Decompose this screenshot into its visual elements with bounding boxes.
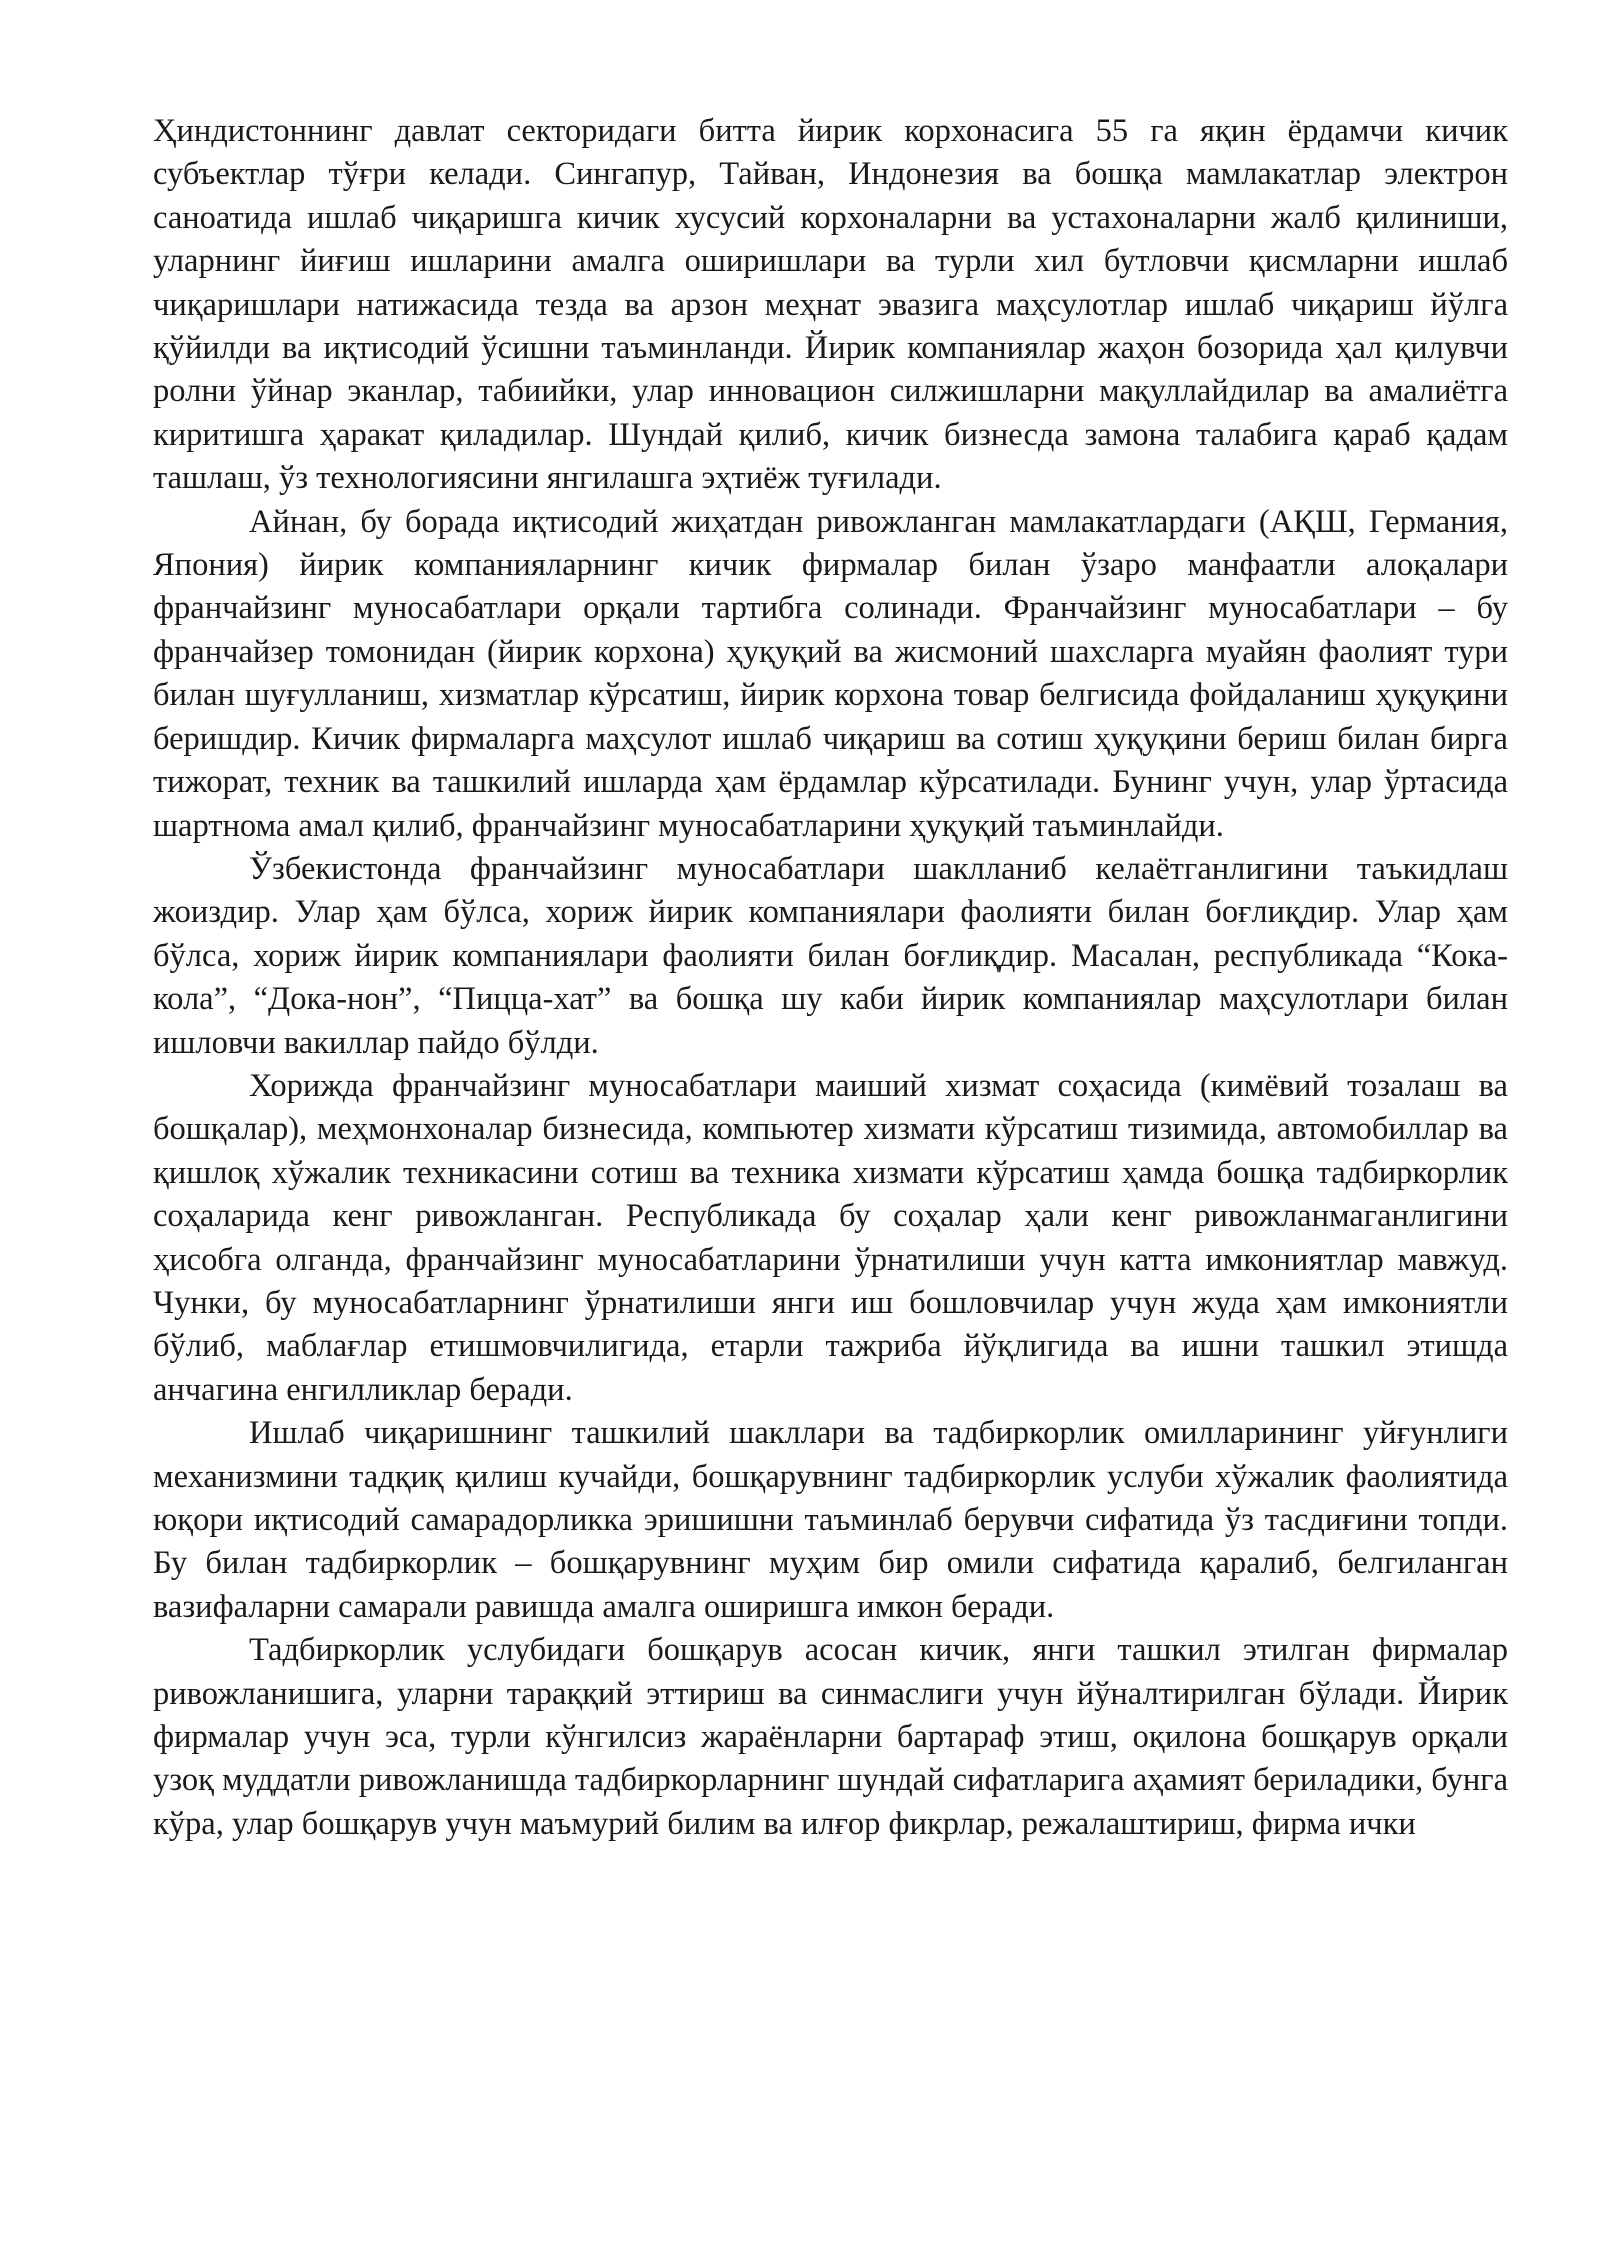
paragraph-5: Ишлаб чиқаришнинг ташкилий шакллари ва тадбиркорлик омилларининг уйғунлиги механизмини тадқиқ қилиш кучайди, бошқарувнинг тадбиркорлик услуби хўжалик фаолиятида юқори иқтисодий самарадорликка эришишни таъминлаб берувчи сифатида ўз тасдиғини топди. Бу билан тадбиркорлик – бошқарувнинг муҳим бир омили сифатида қаралиб, белгиланган вазифаларни самарали равишда амалга оширишга имкон беради. bbox=[153, 1415, 1508, 1625]
paragraph-3: Ўзбекистонда франчайзинг муносабатлари шаклланиб келаётганлигини таъкидлаш жоиздир. Улар ҳам бўлса, хориж йирик компаниялари фаолияти билан боғлиқдир. Улар ҳам бўлса, хориж йирик компаниялари фаолияти билан боғлиқдир. Масалан, республикада “Кока-кола”, “Дока-нон”, “Пицца-хат” ва бошқа шу каби йирик компаниялар маҳсулотлари билан ишловчи вакиллар пайдо бўлди. bbox=[153, 850, 1508, 1061]
document-page bbox=[153, 110, 1508, 1846]
paragraph-4: Хорижда франчайзинг муносабатлари маиший хизмат соҳасида (кимёвий тозалаш ва бошқалар), меҳмонхоналар бизнесида, компьютер хизмати кўрсатиш тизимида, автомобиллар ва қишлоқ хўжалик техникасини сотиш ва техника хизмати кўрсатиш ҳамда бошқа тадбиркорлик соҳаларида кенг ривожланган. Республикада бу соҳалар ҳали кенг ривожланмаганлигини ҳисобга олганда, франчайзинг муносабатларини ўрнатилиши учун катта имкониятлар мавжуд. Чунки, бу муносабатларнинг ўрнатилиши янги иш бошловчилар учун жуда ҳам имкониятли бўлиб, маблағлар етишмовчилигида, етарли тажриба йўқлигида ва ишни ташкил этишда анчагина енгилликлар беради. bbox=[153, 1067, 1508, 1408]
paragraph-2: Айнан, бу борада иқтисодий жиҳатдан ривожланган мамлакатлардаги (АҚШ, Германия, Япония) йирик компанияларнинг кичик фирмалар билан ўзаро манфаатли алоқалари франчайзинг муносабатлари орқали тартибга солинади. Франчайзинг муносабатлари – бу франчайзер томонидан (йирик корхона) ҳуқуқий ва жисмоний шахсларга муайян фаолият тури билан шуғулланиш, хизматлар кўрсатиш, йирик корхона товар белгисида фойдаланиш ҳуқуқини беришдир. Кичик фирмаларга маҳсулот ишлаб чиқариш ва сотиш ҳуқуқини бериш билан бирга тижорат, техник ва ташкилий ишларда ҳам ёрдамлар кўрсатилади. Бунинг учун, улар ўртасида шартнома амал қилиб, франчайзинг муносабатларини ҳуқуқий таъминлайди. bbox=[153, 503, 1508, 844]
paragraph-1: Ҳиндистоннинг давлат секторидаги битта йирик корхонасига 55 га яқин ёрдамчи кичик субъектлар тўғри келади. Сингапур, Тайван, Индонезия ва бошқа мамлакатлар электрон саноатида ишлаб чиқаришга кичик хусусий корхоналарни ва устахоналарни жалб қилиниши, уларнинг йиғиш ишларини амалга оширишлари ва турли хил бутловчи қисмларни ишлаб чиқаришлари натижасида тезда ва арзон меҳнат эвазига маҳсулотлар ишлаб чиқариш йўлга қўйилди ва иқтисодий ўсишни таъминланди. Йирик компаниялар жаҳон бозорида ҳал қилувчи ролни ўйнар эканлар, табиийки, улар инновацион силжишларни мақуллайдилар ва амалиётга киритишга ҳаракат қиладилар. Шундай қилиб, кичик бизнесда замона талабига қараб қадам ташлаш, ўз технологиясини янгилашга эҳтиёж туғилади. bbox=[153, 113, 1508, 497]
paragraph-6: Тадбиркорлик услубидаги бошқарув асосан кичик, янги ташкил этилган фирмалар ривожланишига, уларни тараққий эттириш ва синмаслиги учун йўналтирилган бўлади. Йирик фирмалар учун эса, турли кўнгилсиз жараёнларни бартараф этиш, оқилона бошқарув орқали узоқ муддатли ривожланишда тадбиркорларнинг шундай сифатларига аҳамият бериладики, бунга кўра, улар бошқарув учун маъмурий билим ва илғор фикрлар, режалаштириш, фирма ички bbox=[153, 1632, 1508, 1842]
